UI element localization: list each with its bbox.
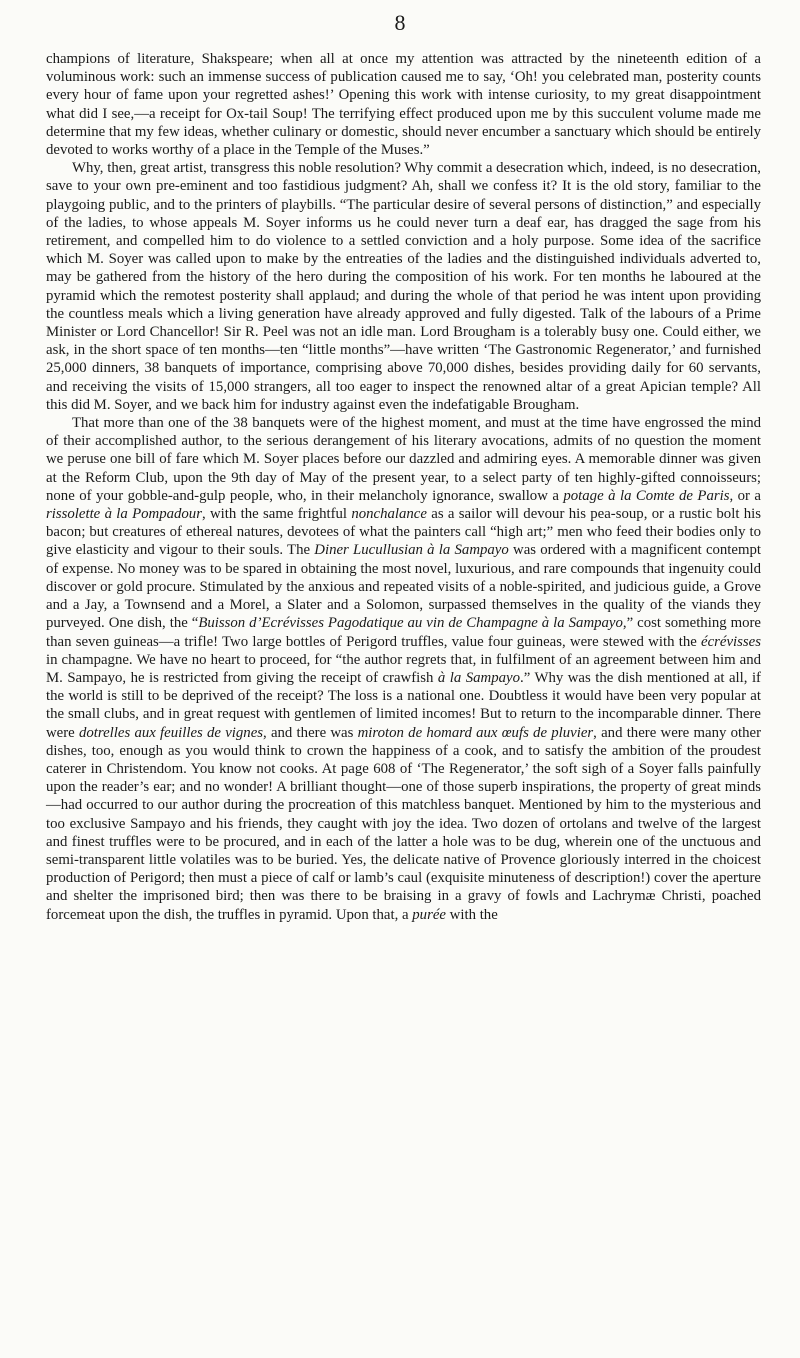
text-run: with the xyxy=(445,906,498,923)
text-run: ,” cost something more than seven guineas—a trifle! Two large bottles of Perigord truffles, value four guineas, were stewed with the xyxy=(46,615,761,650)
italic-text: nonchalance xyxy=(351,506,427,523)
text-run: champions of literature, Shakspeare; when all at once my attention was attracted by the nineteenth edition of a voluminous work: such an immense success of publication caused me to say, ‘Oh! you celebrated man, posterity counts every hour of fame upon your regretted ashes!’ Opening this work with intense curiosity, to my great disappointment what did I see,—a receipt for Ox-tail Soup! The terrifying effect produced upon me by this succulent volume made me determine that my few ideas, whether culinary or domestic, should never encumber a sanctuary which should be entirely devoted to works worthy of a place in the Temple of the Muses.” xyxy=(46,51,761,159)
paragraph xyxy=(46,159,761,414)
paragraph xyxy=(46,50,761,159)
text-run: , with the same frightful xyxy=(201,506,352,523)
page-number: 8 xyxy=(394,10,406,35)
text-run: , and there was xyxy=(263,724,358,741)
text-run: Why, then, great artist, transgress this noble resolution? Why commit a desecration which, indeed, is no desecration, save to your own pre-eminent and too fastidious judgment? Ah, shall we confess it? It is the old story, familiar to the playgoing public, and to the printers of playbills. “The particular desire of several persons of distinction,” and especially of the ladies, to whose appeals M. Soyer informs us he could never turn a deaf ear, has dragged the sage from his retirement, and compelled him to do violence to a settled conviction and a holy purpose. Some idea of the sacrifice which M. Soyer was called upon to make by the entreaties of the ladies and the distinguished individuals adverted to, may be gathered from the history of the hero during the composition of his work. For ten months he laboured at the pyramid which the remotest posterity shall applaud; and during the whole of that period he was intent upon providing the countless meals which a living generation have already approved and fully digested. Talk of the labours of a Prime Minister or Lord Chancellor! Sir R. Peel was not an idle man. Lord Brougham is a tolerably busy one. Could either, we ask, in the short space of ten months—ten “little months”—have written ‘The Gastronomic Regenerator,’ and furnished 25,000 dinners, 38 banquets of importance, comprising above 70,000 dishes, besides providing daily for 60 servants, and receiving the visits of 15,000 strangers, all too eager to inspect the renowned altar of a great Apician temple? All this did M. Soyer, and we back him for industry against even the indefatigable Brougham. xyxy=(46,160,761,413)
text-run: , and there were many other dishes, too, enough as you would think to crown the happiness of a cook, and to satisfy the ambition of the proudest caterer in Christendom. You know not cooks. At page 608 of ‘The Regenerator,’ the soft sigh of a Soyer falls painfully upon the reader’s ear; and no wonder! A brilliant thought—one of those superb inspirations, the property of great minds—had occurred to our author during the procreation of this matchless banquet. Mentioned by him to the mysterious and too exclusive Sampayo and his friends, they caught with joy the idea. Two dozen of ortolans and twelve of the largest and finest truffles were to be procured, and in each of the latter a hole was to be dug, wherein one of the unctuous and semi-transparent little volatiles was to be buried. Yes, the delicate native of Provence gloriously interred in the choicest production of Perigord; then must a piece of calf or lamb’s caul (exquisite minuteness of description!) cover the aperture and shelter the imprisoned bird; then was there to be braising in a gravy of fowls and Lachrymæ Christi, poached forcemeat upon the dish, the truffles in pyramid. Upon that, a xyxy=(46,724,761,923)
text-run: , or a xyxy=(729,487,762,504)
text-run: was ordered with a magnificent contempt of expense. No money was to be spared in obtaining the most novel, luxurious, and rare compounds that ingenuity could discover or gold procure. Stimulated by the anxious and repeated visits of a noble-spirited, and judicious guide, a Grove and a Jay, a Townsend and a Morel, a Slater and a Solomon, surpassed themselves in the quality of the viands they purveyed. One dish, the “ xyxy=(46,542,762,632)
italic-text: Buisson d’Ecrévisses Pagodatique au vin de Champagne à la Sampayo xyxy=(198,615,623,632)
italic-text: miroton de homard aux œufs de pluvier xyxy=(357,724,594,741)
text-run: in champagne. We have no heart to proceed, for “the author regrets that, in fulfilment of an agreement between him and M. Sampayo, he is restricted from giving the receipt of crawfish xyxy=(46,651,761,686)
italic-text: rissolette à la Pompadour xyxy=(46,506,202,523)
italic-text: potage à la Comte de Paris xyxy=(563,487,730,504)
italic-text: purée xyxy=(412,906,446,923)
italic-text: écrévisses xyxy=(701,633,761,650)
italic-text: dotrelles aux feuilles de vignes xyxy=(78,724,264,741)
text-run: .” Why was the dish mentioned at all, if the world is still to be deprived of the receipt? The loss is a national one. Doubtless it would have been very popular at the small clubs, and in great request with gentlemen of limited incomes! But to return to the incomparable dinner. There were xyxy=(46,669,761,741)
text-run: as a sailor will devour his pea-soup, or a rustic bolt his bacon; but creatures of ethereal natures, devotees of what the painters call “high art;” men who feed their bodies only to give elasticity and vigour to their souls. The xyxy=(46,506,762,559)
body-text xyxy=(46,50,761,924)
text-run: That more than one of the 38 banquets were of the highest moment, and must at the time have engrossed the mind of their accomplished author, to the serious derangement of his literary avocations, admits of no question the moment we peruse one bill of fare which M. Soyer places before our dazzled and admiring eyes. A memorable dinner was given at the Reform Club, upon the 9th day of May of the present year, to a select party of ten highly-gifted connoisseurs; none of your gobble-and-gulp people, who, in their melancholy ignorance, swallow a xyxy=(46,415,761,504)
paragraph xyxy=(46,414,761,924)
italic-text: Diner Lucullusian à la Sampayo xyxy=(314,542,509,559)
italic-text: à la Sampayo xyxy=(437,669,521,686)
